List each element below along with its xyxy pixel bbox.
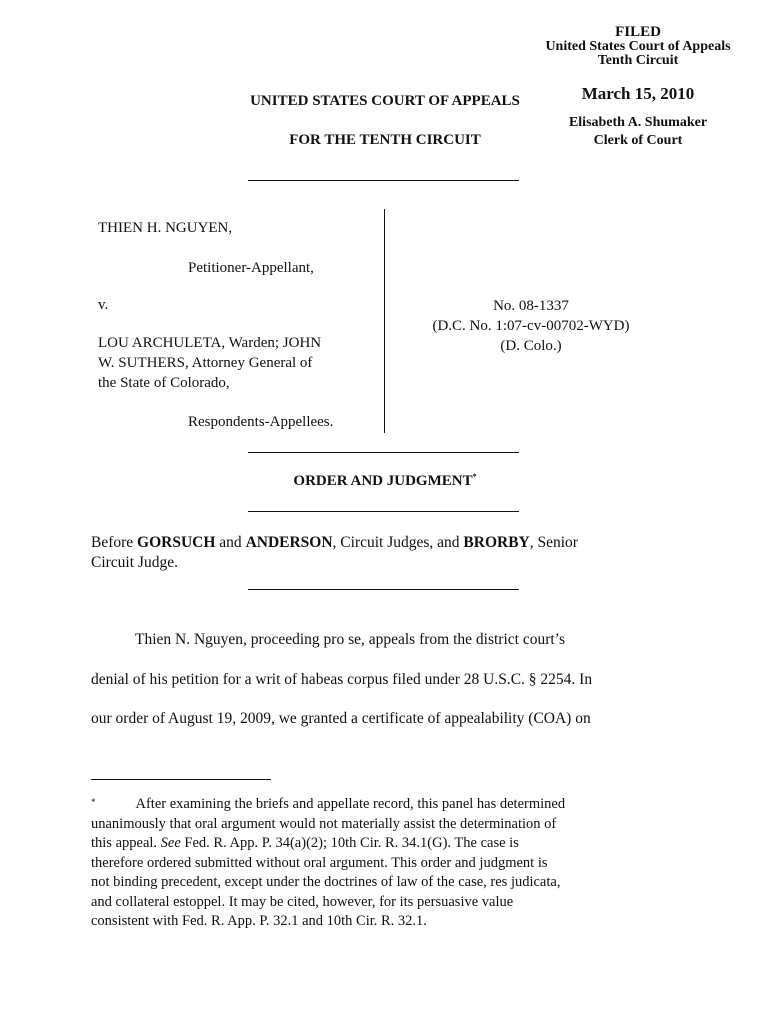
footnote [91, 795, 681, 932]
footnote-line-3: this appeal. See Fed. R. App. P. 34(a)(2); 10th Cir. R. 34.1(G). The case is [91, 835, 519, 851]
respondents-line-2: W. SUTHERS, Attorney General of [98, 355, 313, 371]
panel-and: and [215, 534, 246, 551]
respondents-names [98, 333, 378, 393]
respondents-role: Respondents-Appellees. [188, 414, 334, 430]
filed-label: FILED [615, 24, 661, 40]
panel-mid: , Circuit Judges, and [332, 534, 464, 551]
panel-line-2: Circuit Judge. [91, 554, 178, 571]
caption-bottom-rule [248, 452, 519, 453]
clerk-name: Elisabeth A. Shumaker [568, 115, 708, 130]
footnote-line-7: consistent with Fed. R. App. P. 32.1 and 10th Cir. R. 32.1. [91, 913, 427, 929]
clerk-title: Clerk of Court [593, 133, 683, 148]
panel-tail: , Senior [529, 534, 578, 551]
petitioner-name: THIEN H. NGUYEN, [98, 220, 233, 236]
filed-court: United States Court of Appeals [545, 39, 731, 54]
order-title [200, 473, 570, 490]
filed-circuit: Tenth Circuit [597, 53, 679, 68]
panel-rule [248, 589, 519, 590]
judge-gorsuch: GORSUCH [137, 534, 216, 551]
respondents-line-3: the State of Colorado, [98, 375, 230, 391]
footnote-line-4: therefore ordered submitted without oral argument. This order and judgment is [91, 854, 548, 871]
district-court-number: (D.C. No. 1:07-cv-00702-WYD) [432, 318, 630, 334]
court-title: UNITED STATES COURT OF APPEALS [250, 93, 520, 109]
caption-divider [384, 209, 385, 433]
header-divider [248, 180, 519, 181]
versus: v. [98, 297, 109, 313]
order-title-text: ORDER AND JUDGMENT [293, 473, 473, 489]
body-line-1: Thien N. Nguyen, proceeding pro se, appeals from the district court’s [135, 631, 566, 648]
footnote-line-6: and collateral estoppel. It may be cited, however, for its persuasive value [91, 893, 514, 910]
footnote-line-2: unanimously that oral argument would not materially assist the determination of [91, 815, 557, 832]
panel-before: Before [91, 534, 138, 551]
respondents-line-1: LOU ARCHULETA, Warden; JOHN [98, 335, 322, 351]
footnote-line-5: not binding precedent, except under the doctrines of law of the case, res judicata, [91, 874, 561, 890]
footnote-star: * [91, 797, 96, 807]
see-signal: See [160, 835, 181, 851]
body-line-3: our order of August 19, 2009, we granted a certificate of appealability (COA) on [91, 710, 591, 727]
petitioner-role: Petitioner-Appellant, [188, 260, 314, 276]
district: (D. Colo.) [500, 338, 562, 354]
judge-brorby: BRORBY [463, 534, 530, 551]
court-circuit: FOR THE TENTH CIRCUIT [289, 132, 481, 148]
judge-anderson: ANDERSON [245, 534, 333, 551]
case-number: No. 08-1337 [493, 298, 569, 314]
footnote-line-1: * After examining the briefs and appellate record, this panel has determined [91, 796, 566, 812]
body-line-2: denial of his petition for a writ of habeas corpus filed under 28 U.S.C. § 2254. In [91, 671, 593, 688]
panel-line-1 [91, 533, 691, 553]
filed-date: March 15, 2010 [581, 84, 695, 103]
footnote-mark: * [472, 472, 477, 481]
order-title-rule [248, 511, 519, 512]
case-number-block [400, 296, 662, 356]
footnote-separator [91, 779, 271, 780]
